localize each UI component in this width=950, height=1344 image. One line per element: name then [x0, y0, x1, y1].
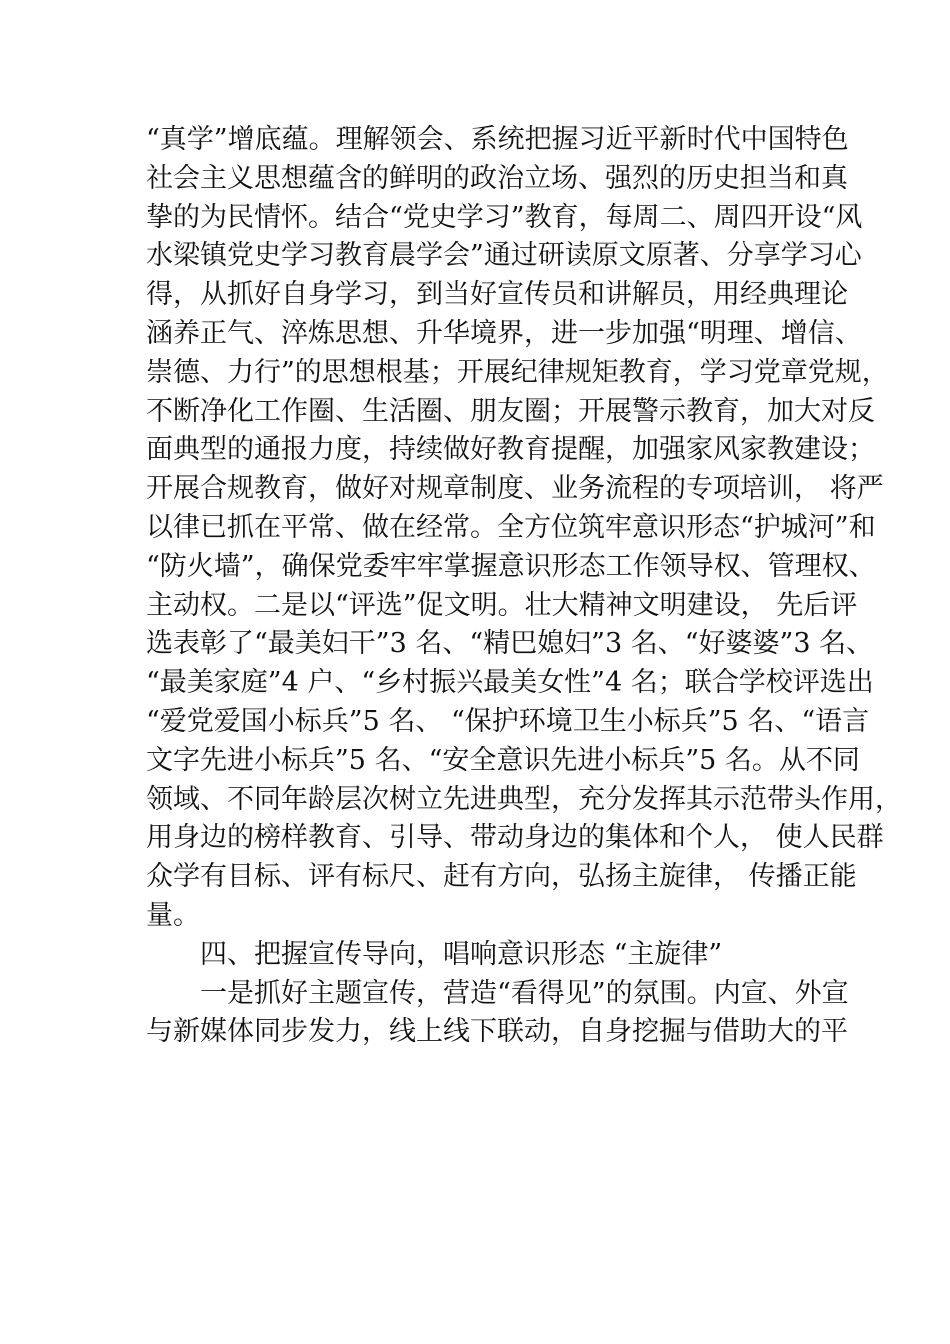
paragraph-line: “防火墙”，确保党委牢牢掌握意识形态工作领导权、管理权、 [146, 550, 876, 582]
paragraph-line: 面典型的通报力度，持续做好教育提醒，加强家风家教建设； [146, 434, 875, 466]
paragraph-line: 众学有目标、评有标尺、赶有方向，弘扬主旋律， 传播正能 [146, 861, 857, 893]
paragraph-line: 水梁镇党史学习教育晨学会”通过研读原文原著、分享学习心 [146, 240, 862, 272]
paragraph-publicity [146, 975, 849, 1053]
paragraph-line: 以律已抓在平常、做在经常。全方位筑牢意识形态“护城河”和 [146, 511, 876, 543]
paragraph-achievements [146, 121, 902, 936]
paragraph-line: 涵养正气、淬炼思想、升华境界，进一步加强“明理、增信、 [146, 317, 862, 349]
paragraph-line: 与新媒体同步发力，线上线下联动，自身挖掘与借助大的平 [146, 1016, 848, 1048]
paragraph-line: 用身边的榜样教育、引导、带动身边的集体和个人， 使人民群 [146, 822, 884, 854]
paragraph-line: “最美家庭”4 户、“乡村振兴最美女性”4 名；联合学校评选出 [146, 667, 874, 699]
paragraph-line: 社会主义思想蕴含的鲜明的政治立场、强烈的历史担当和真 [146, 162, 848, 194]
paragraph-line: 开展合规教育，做好对规章制度、业务流程的专项培训， 将严 [146, 473, 884, 505]
paragraph-line: 得，从抓好自身学习，到当好宣传员和讲解员，用经典理论 [146, 279, 848, 311]
paragraph-line: “爱党爱国小标兵”5 名、 “保护环境卫生小标兵”5 名、“语言 [146, 705, 870, 737]
paragraph-line: “真学”增底蕴。理解领会、系统把握习近平新时代中国特色 [146, 124, 849, 155]
document-body [146, 121, 902, 1052]
paragraph-line: 一是抓好主题宣传，营造“看得见”的氛围。内宣、外宣 [200, 977, 849, 1009]
paragraph-line: 选表彰了“最美妇干”3 名、“精巴媳妇”3 名、“好婆婆”3 名、 [146, 628, 874, 660]
paragraph-line: 崇德、力行”的思想根基；开展纪律规矩教育，学习党章党规， [146, 356, 889, 388]
section-heading: 四、把握宣传导向，唱响意识形态 “主旋律” [200, 938, 723, 970]
paragraph-line: 挚的为民情怀。结合“党史学习”教育，每周二、周四开设“风 [146, 201, 863, 233]
paragraph-line: 不断净化工作圈、生活圈、朋友圈；开展警示教育，加大对反 [146, 395, 875, 427]
paragraph-line: 领域、不同年龄层次树立先进典型，充分发挥其示范带头作用， [146, 783, 902, 815]
paragraph-line: 主动权。二是以“评选”促文明。壮大精神文明建设， 先后评 [146, 589, 858, 621]
paragraph-line: 量。 [146, 899, 200, 931]
paragraph-line: 文字先进小标兵”5 名、“安全意识先进小标兵”5 名。从不同 [146, 744, 860, 776]
